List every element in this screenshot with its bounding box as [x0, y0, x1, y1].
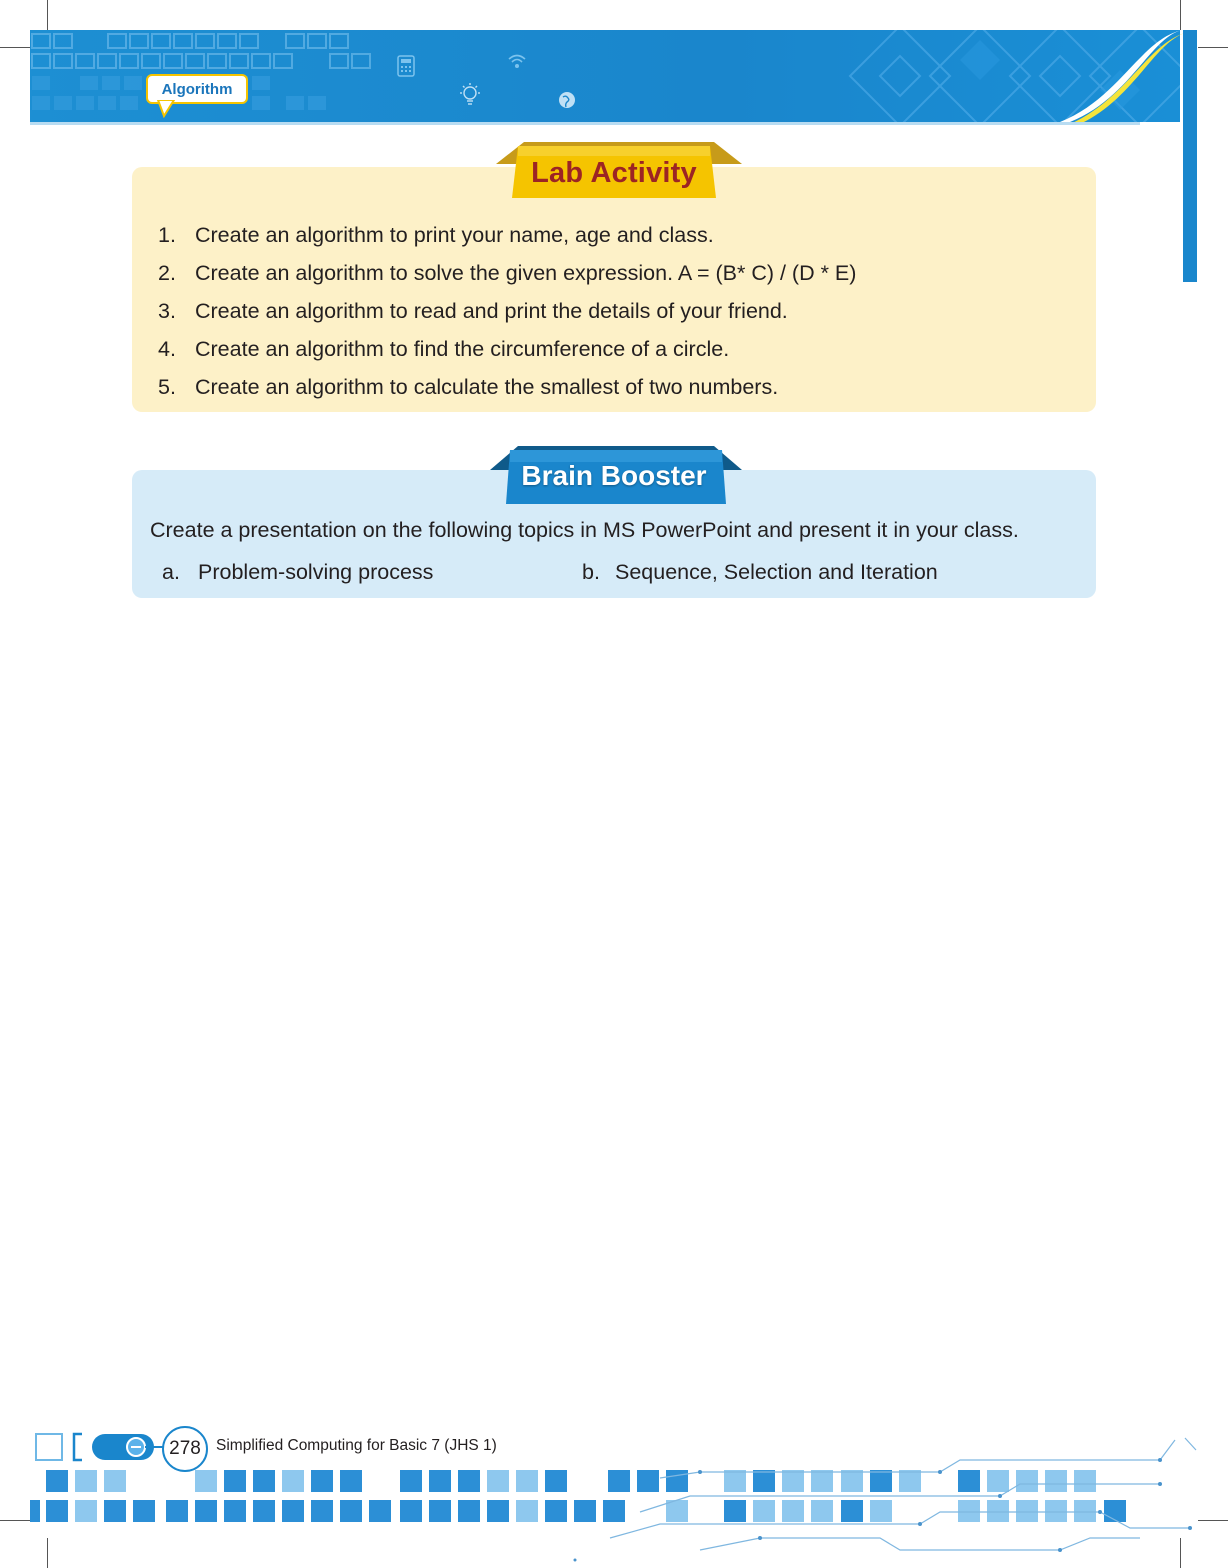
wifi-icon — [507, 52, 527, 70]
list-item-text: Create an algorithm to solve the given expression. A = (B* C) / (D * E) — [195, 260, 857, 285]
book-title: Simplified Computing for Basic 7 (JHS 1) — [216, 1437, 497, 1454]
brain-booster-intro: Create a presentation on the following topics in MS PowerPoint and present it in your class. — [150, 518, 1019, 542]
list-item — [158, 368, 1078, 406]
list-item — [162, 556, 433, 588]
list-item-number: 1. — [158, 222, 176, 247]
brain-booster-title: Brain Booster — [521, 460, 707, 491]
lab-activity-list — [158, 216, 1078, 406]
list-item — [158, 292, 1078, 330]
list-item-number: 3. — [158, 298, 176, 323]
crop-mark — [0, 47, 30, 48]
list-item-text: Create an algorithm to calculate the smallest of two numbers. — [195, 374, 779, 399]
header-divider — [30, 122, 1140, 125]
list-item — [158, 330, 1078, 368]
list-item-number: 2. — [158, 260, 176, 285]
crop-mark — [47, 0, 48, 30]
list-item-number: 4. — [158, 336, 176, 361]
list-item-number: 5. — [158, 374, 176, 399]
calculator-icon — [397, 55, 415, 77]
list-item-text: Sequence, Selection and Iteration — [615, 559, 938, 584]
lab-activity-title: Lab Activity — [531, 156, 697, 189]
list-item — [582, 556, 938, 588]
globe-icon — [558, 91, 576, 109]
yellow-swoosh — [1040, 28, 1190, 128]
list-item — [158, 254, 1078, 292]
list-item-letter: a. — [162, 559, 180, 584]
page-number: 278 — [162, 1426, 208, 1472]
right-edge-strip — [1183, 30, 1197, 282]
list-item-text: Problem-solving process — [198, 559, 434, 584]
crop-mark — [1180, 0, 1181, 30]
crop-mark — [1198, 47, 1228, 48]
lightbulb-icon — [458, 82, 482, 108]
list-item-text: Create an algorithm to read and print the details of your friend. — [195, 298, 788, 323]
chapter-tag-pointer — [156, 100, 176, 118]
list-item-letter: b. — [582, 559, 600, 584]
chapter-tag: Algorithm — [146, 74, 248, 104]
list-item-text: Create an algorithm to find the circumference of a circle. — [195, 336, 730, 361]
list-item-text: Create an algorithm to print your name, age and class. — [195, 222, 714, 247]
list-item — [158, 216, 1078, 254]
